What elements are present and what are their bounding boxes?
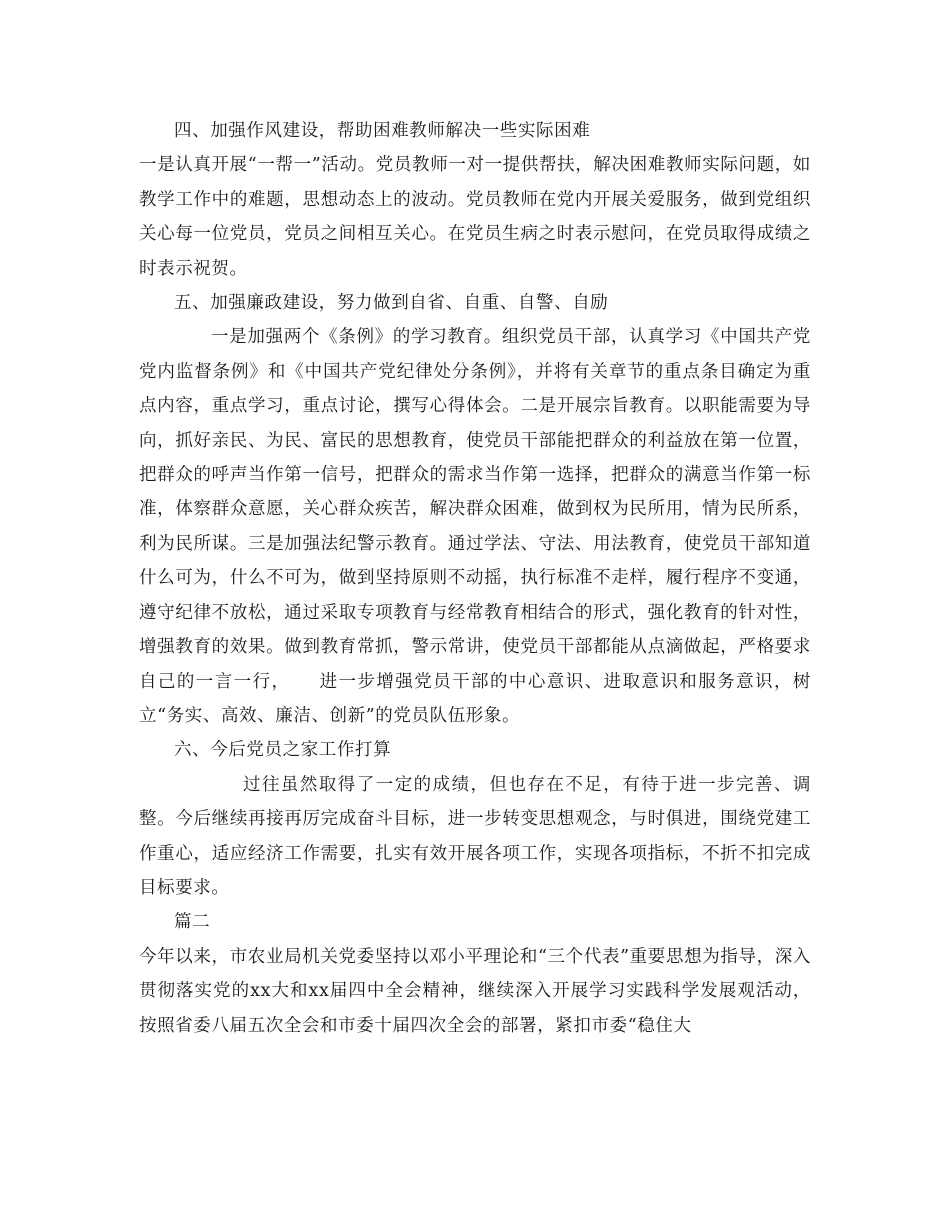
- section-heading-part-two: 篇二: [174, 912, 211, 933]
- paragraph-integrity-education: 一是加强两个《条例》的学习教育。组织党员干部，认真学习《中国共产党党内监督条例》和《中国共产党纪律处分条例》，并将有关章节的重点条目确定为重点内容，重点学习，重点讨论，撰写心得体会。二是开展宗旨教育。以职能需要为导向，抓好亲民、为民、富民的思想教育，使党员干部能把群众的利益放在第一位置，把群众的呼声当作第一信号，把群众的需求当作第一选择，把群众的满意当作第一标准，体察群众意愿，关心群众疾苦，解决群众困难，做到权为民所用，情为民所系，利为民所谋。三是加强法纪警示教育。通过学法、守法、用法教育，使党员干部知道什么可为，什么不可为，做到坚持原则不动摇，执行标准不走样，履行程序不变通，遵守纪律不放松，通过采取专项教育与经常教育相结合的形式，强化教育的针对性，增强教育的效果。做到教育常抓，警示常讲，使党员干部都能从点滴做起，严格要求自己的一言一行， 进一步增强党员干部的中心意识、进取意识和服务意识，树立“务实、高效、廉洁、创新”的党员队伍形象。: [139, 327, 811, 726]
- section-heading-4: 四、加强作风建设，帮助困难教师解决一些实际困难: [174, 121, 591, 141]
- paragraph-help-activity: 一是认真开展“一帮一”活动。党员教师一对一提供帮扶，解决困难教师实际问题，如教学工作中的难题，思想动态上的波动。党员教师在党内开展关爱服务，做到党组织关心每一位党员，党员之间相互关心。在党员生病之时表示慰问，在党员取得成绩之时表示祝贺。: [139, 155, 811, 279]
- section-heading-6: 六、今后党员之家工作打算: [174, 740, 392, 761]
- paragraph-part-two-intro: 今年以来，市农业局机关党委坚持以邓小平理论和“三个代表”重要思想为指导，深入贯彻落实党的xx大和xx届四中全会精神，继续深入开展学习实践科学发展观活动，按照省委八届五次全会和市委十届四次全会的部署，紧扣市委“稳住大: [139, 946, 811, 1036]
- paragraph-future-plan: 过往虽然取得了一定的成绩，但也存在不足，有待于进一步完善、调整。今后继续再接再厉完成奋斗目标，进一步转变思想观念，与时俱进，围绕党建工作重心，适应经济工作需要，扎实有效开展各项工作，实现各项指标，不折不扣完成目标要求。: [139, 774, 811, 898]
- document-body: [139, 114, 811, 1043]
- section-heading-5: 五、加强廉政建设，努力做到自省、自重、自警、自励: [174, 293, 609, 314]
